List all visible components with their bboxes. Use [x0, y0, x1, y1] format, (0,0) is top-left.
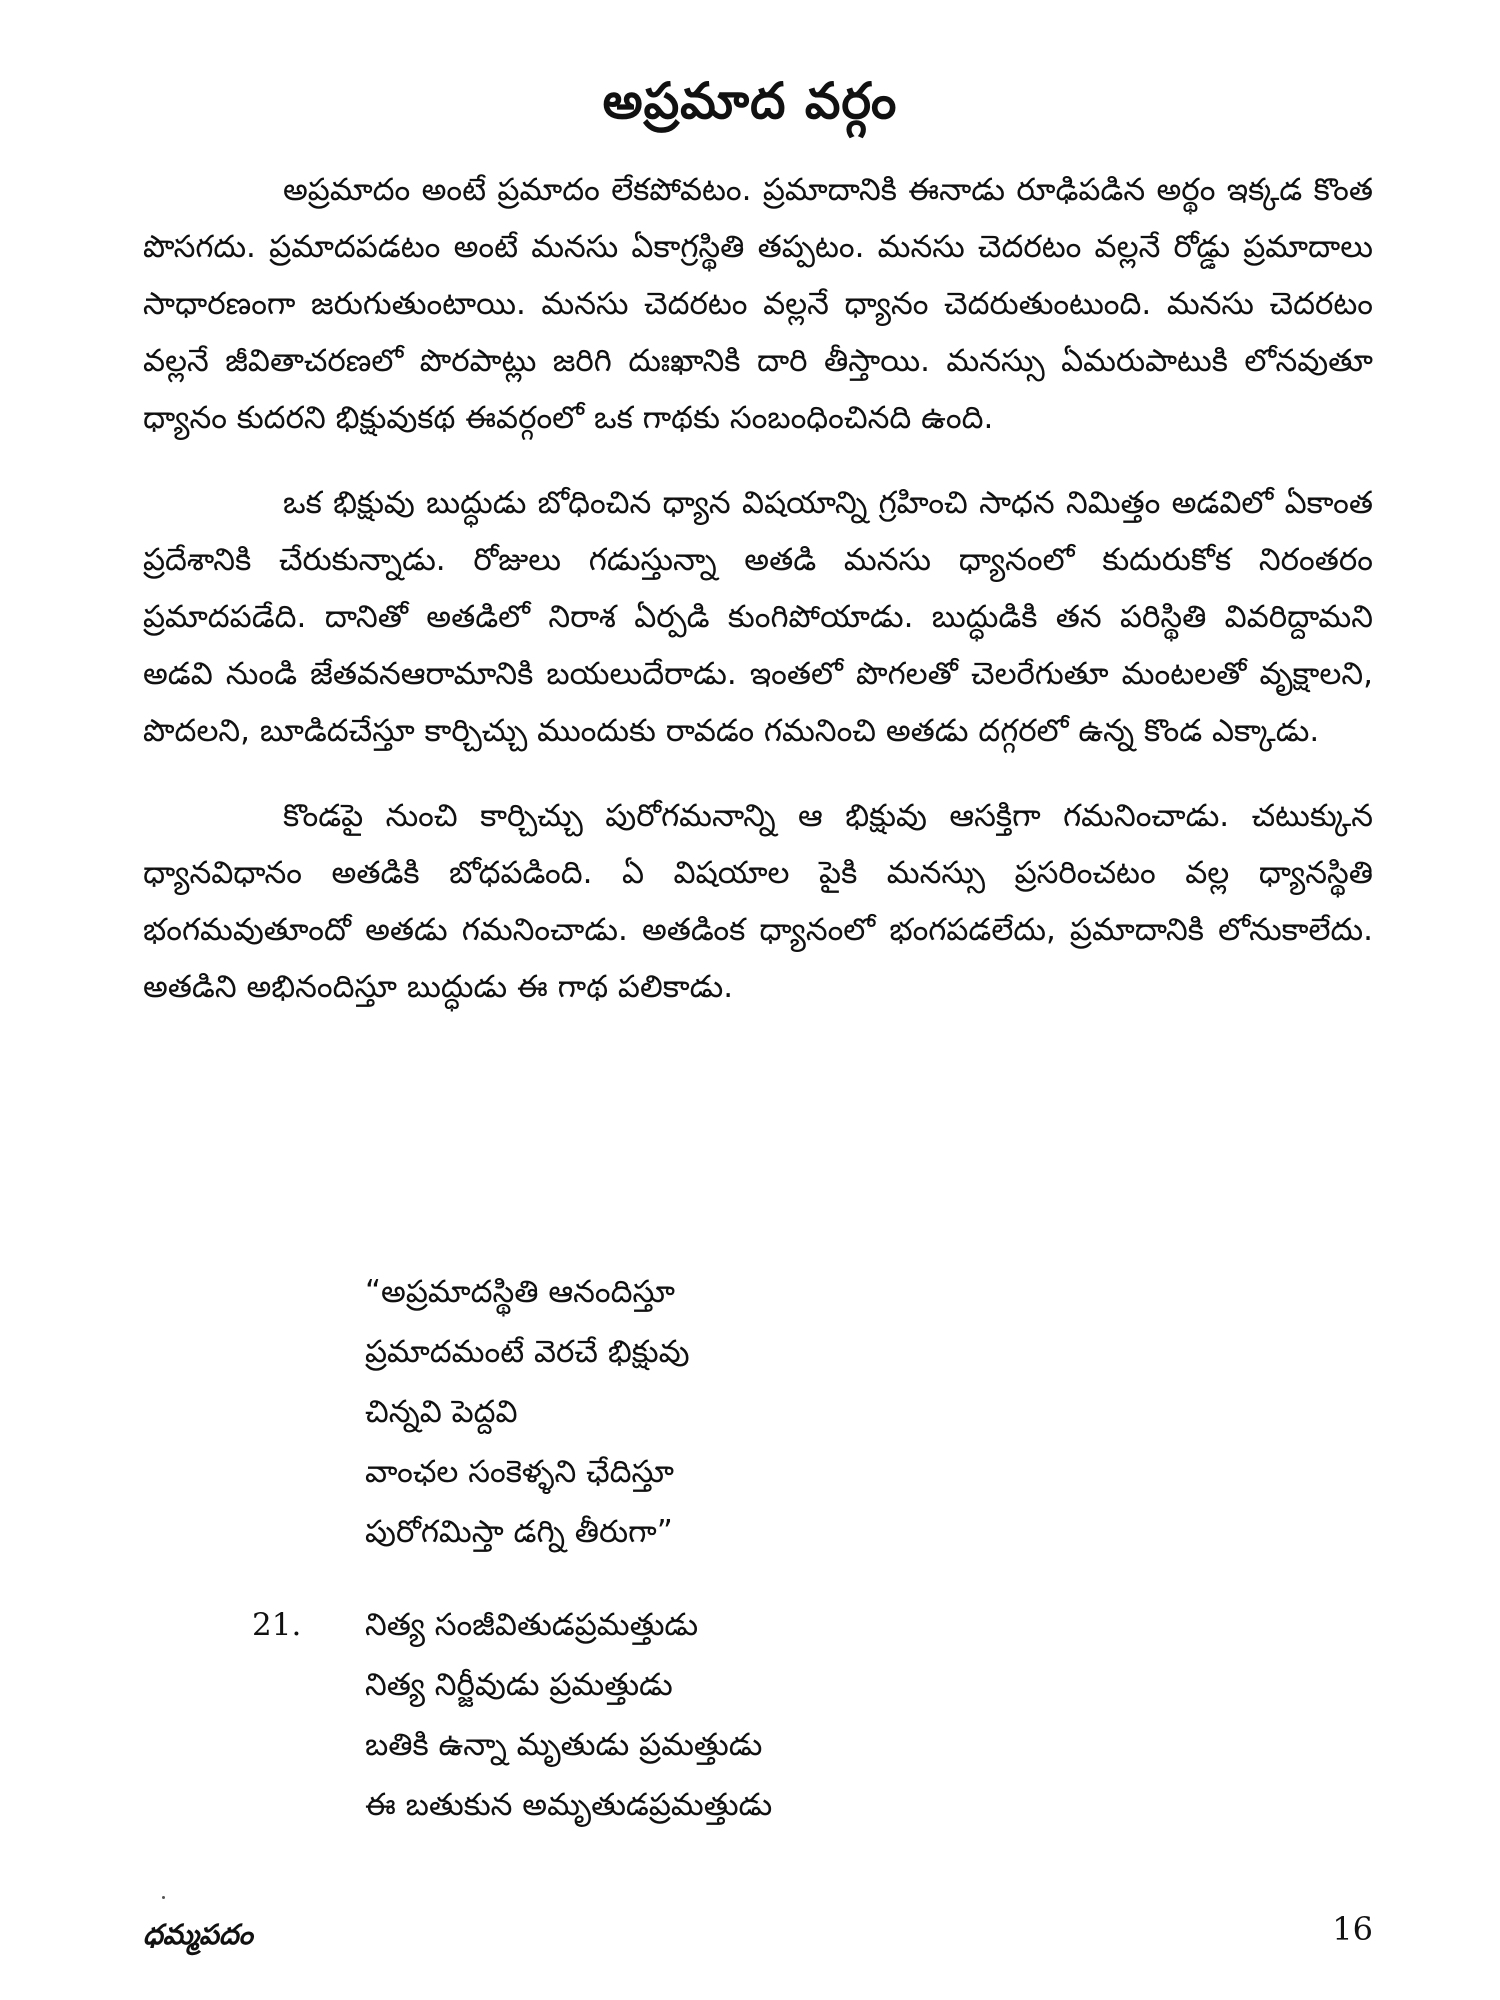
footer-book-title: ధమ్మపదం	[143, 1918, 253, 1951]
quote-line: పురోగమిస్తా డగ్ని తీరుగా”	[365, 1514, 673, 1550]
paragraph: ఒక భిక్షువు బుద్ధుడు బోధించిన ధ్యాన విషయాన్ని గ్రహించి సాధన నిమిత్తం అడవిలో ఏకాంత ప్రదేశానికి చేరుకున్నాడు. రోజులు గడుస్తున్నా అతడి మనసు ధ్యానంలో కుదురుకోక నిరంతరం ప్రమాదపడేది. దానితో అతడిలో నిరాశ ఏర్పడి కుంగిపోయాడు. బుద్ధుడికి తన పరిస్థితి వివరిద్దామని అడవి నుండి జేతవనఆరామానికి బయలుదేరాడు. ఇంతలో పొగలతో చెలరేగుతూ మంటలతో వృక్షాలని, పొదలని, బూడిదచేస్తూ కార్చిచ్చు ముందుకు రావడం గమనించి అతడు దగ్గరలో ఉన్న కొండ ఎక్కాడు.	[143, 485, 1373, 749]
quoted-verse	[365, 1262, 690, 1562]
verse-line: నిత్య నిర్జీవుడు ప్రమత్తుడు	[365, 1667, 673, 1703]
quote-line: చిన్నవి పెద్దవి	[365, 1394, 518, 1430]
quote-line: “అప్రమాదస్థితి ఆనందిస్తూ	[365, 1274, 675, 1310]
verse-lines	[365, 1595, 772, 1835]
body-text	[143, 162, 1373, 1044]
verse-number: 21.	[252, 1607, 302, 1643]
page-number: 16	[1332, 1910, 1373, 1948]
verse-line: నిత్య సంజీవితుడప్రమత్తుడు	[365, 1607, 699, 1643]
verse-line: బతికి ఉన్నా మృతుడు ప్రమత్తుడు	[365, 1727, 763, 1763]
paragraph: కొండపై నుంచి కార్చిచ్చు పురోగమనాన్ని ఆ భిక్షువు ఆసక్తిగా గమనించాడు. చటుక్కున ధ్యానవిధానం అతడికి బోధపడింది. ఏ విషయాల పైకి మనస్సు ప్రసరించటం వల్ల ధ్యానస్థితి భంగమవుతూందో అతడు గమనించాడు. అతడింక ధ్యానంలో భంగపడలేదు, ప్రమాదానికి లోనుకాలేదు. అతడిని అభినందిస్తూ బుద్ధుడు ఈ గాథ పలికాడు.	[143, 798, 1373, 1005]
page-title: అప్రమాద వర్గం	[602, 72, 898, 130]
quote-line: వాంఛల సంకెళ్ళని ఛేదిస్తూ	[365, 1454, 674, 1490]
verse-line: ఈ బతుకున అమృతుడప్రమత్తుడు	[365, 1787, 773, 1823]
quote-line: ప్రమాదమంటే వెరచే భిక్షువు	[365, 1334, 690, 1370]
paragraph: అప్రమాదం అంటే ప్రమాదం లేకపోవటం. ప్రమాదానికి ఈనాడు రూఢిపడిన అర్థం ఇక్కడ కొంత పొసగదు. ప్రమాదపడటం అంటే మనసు ఏకాగ్రస్థితి తప్పటం. మనసు చెదరటం వల్లనే రోడ్డు ప్రమాదాలు సాధారణంగా జరుగుతుంటాయి. మనసు చెదరటం వల్లనే ధ్యానం చెదరుతుంటుంది. మనసు చెదరటం వల్లనే జీవితాచరణలో పొరపాట్లు జరిగి దుఃఖానికి దారి తీస్తాయి. మనస్సు ఏమరుపాటుకి లోనవుతూ ధ్యానం కుదరని భిక్షువుకథ ఈవర్గంలో ఒక గాథకు సంబంధించినది ఉంది.	[143, 172, 1373, 436]
speck-mark	[162, 1896, 165, 1899]
